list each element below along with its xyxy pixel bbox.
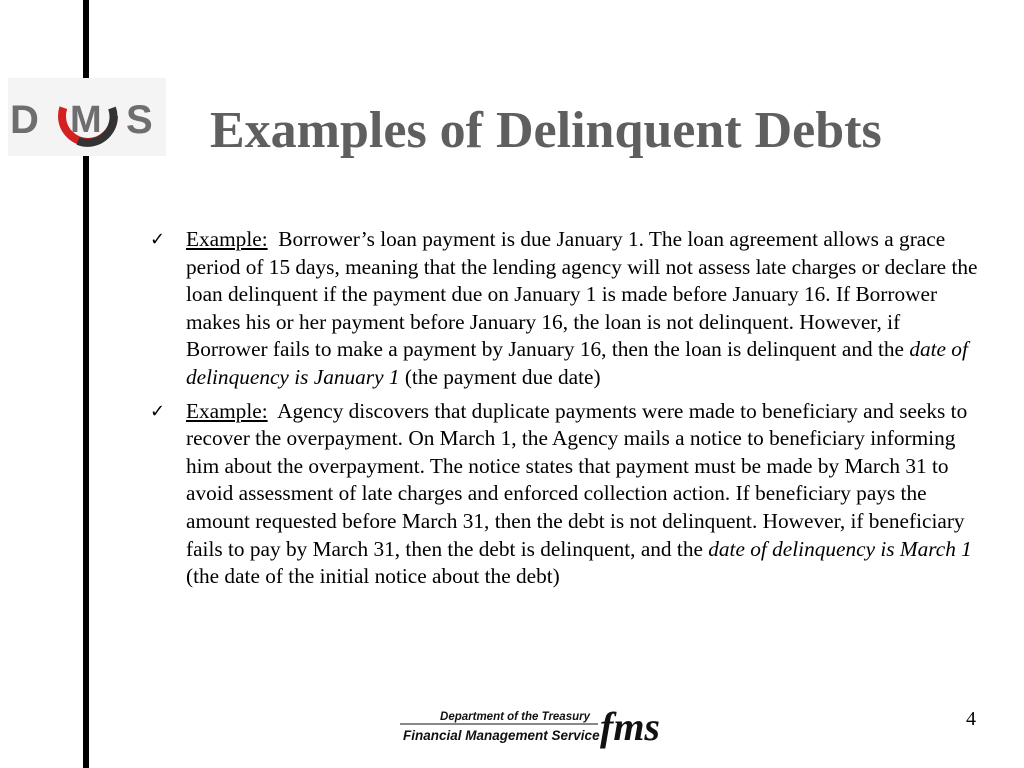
page-number: 4 xyxy=(966,708,976,730)
bullet-item xyxy=(150,226,986,392)
footer-line2: Financial Management Service xyxy=(403,728,600,743)
bullet-text: Borrower’s loan payment is due January 1. The loan agreement allows a grace period of 15 days, meaning that the lending agency will not assess late charges or declare the loan delinquent if the payment due on January 1 is made before January 16. If Borrower makes his or her payment before January 16, the loan is not delinquent. However, if Borrower fails to make a payment by January 16, then the loan is delinquent and the xyxy=(186,227,978,362)
svg-text:M: M xyxy=(70,99,102,141)
page-title: Examples of Delinquent Debts xyxy=(210,102,882,159)
bullet-text-end: (the date of the initial notice about the debt) xyxy=(186,564,560,589)
bullet-label: Example: xyxy=(186,227,268,251)
bullet-label: Example: xyxy=(186,398,268,423)
bullet-list xyxy=(150,226,986,597)
bullet-text-end: (the payment due date) xyxy=(404,364,601,389)
checkmark-icon: ✓ xyxy=(150,400,166,422)
svg-text:S: S xyxy=(126,98,153,142)
footer-line1: Department of the Treasury xyxy=(440,711,590,723)
bullet-italic: date of delinquency is March 1 xyxy=(708,536,972,561)
bullet-item xyxy=(150,398,986,591)
bullet-text: Agency discovers that duplicate payments were made to beneficiary and seeks to recover the overpayment. On March 1, the Agency mails a notice to beneficiary informing him about the overpayment. The notice states that payment must be made by March 31 to avoid assessment of late charges and enforced collection action. If beneficiary pays the amount requested before March 31, then the debt is not delinquent. However, if beneficiary fails to pay by March 31, then the debt is delinquent, and the xyxy=(186,398,968,561)
bullet-italic: date of delinquency is January 1 xyxy=(186,337,968,389)
svg-text:D: D xyxy=(10,98,39,142)
dms-logo xyxy=(8,78,166,156)
fms-logo-mark: fms xyxy=(600,704,660,749)
checkmark-icon: ✓ xyxy=(150,229,166,250)
fms-footer-logo xyxy=(400,704,692,750)
